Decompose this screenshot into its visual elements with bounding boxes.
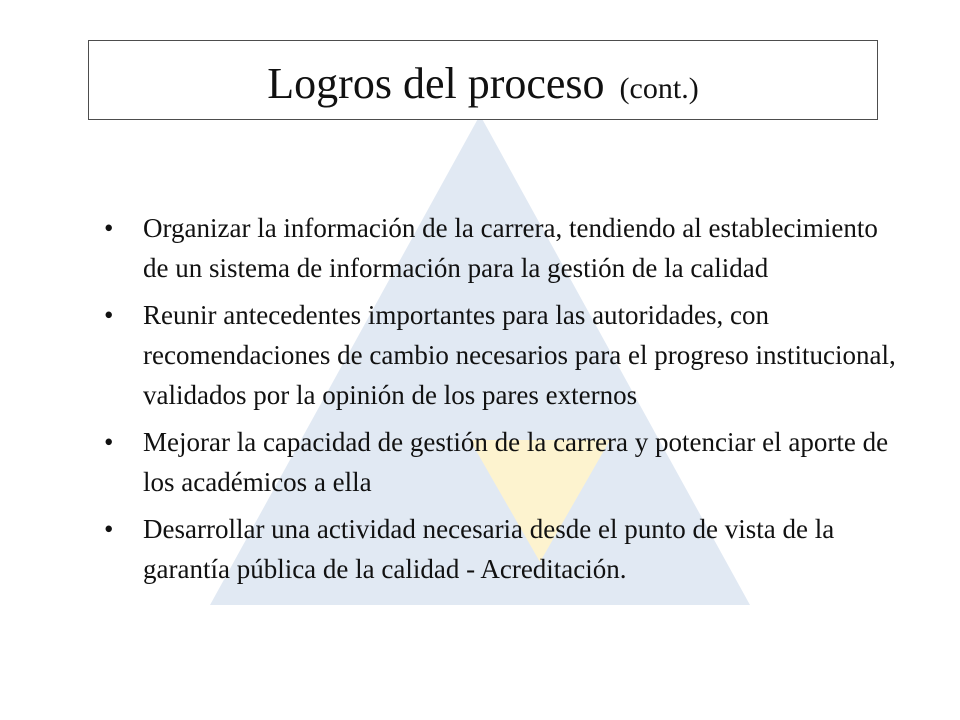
title-box: [88, 40, 878, 120]
bullet-dot-icon: •: [104, 300, 114, 330]
bullet-item: [104, 422, 904, 502]
bullet-dot-icon: •: [104, 213, 114, 243]
bullet-text: Reunir antecedentes importantes para las autoridades, con recomendaciones de cambio necesarios para el progreso institucional, validados por la opinión de los pares externos: [143, 300, 896, 410]
bullet-item: [104, 509, 904, 589]
bullet-list: [104, 208, 904, 596]
bullet-text: Desarrollar una actividad necesaria desde el punto de vista de la garantía pública de la calidad - Acreditación.: [143, 514, 835, 584]
bullet-dot-icon: •: [104, 427, 114, 457]
bullet-item: [104, 295, 904, 415]
title-main: Logros del proceso: [267, 59, 605, 108]
bullet-item: [104, 208, 904, 288]
title-suffix: (cont.): [619, 72, 699, 105]
bullet-dot-icon: •: [104, 514, 114, 544]
bullet-text: Mejorar la capacidad de gestión de la carrera y potenciar el aporte de los académicos a ella: [143, 427, 889, 497]
bullet-text: Organizar la información de la carrera, tendiendo al establecimiento de un sistema de información para la gestión de la calidad: [143, 213, 878, 283]
slide-title: [267, 59, 699, 108]
